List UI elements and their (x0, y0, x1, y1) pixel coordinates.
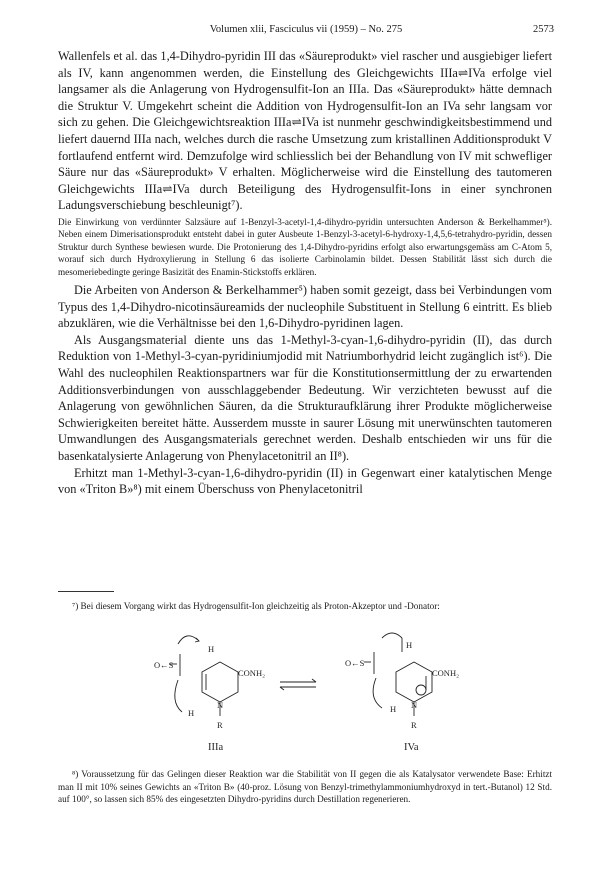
scheme-n-left: N (217, 700, 224, 710)
scheme-r-left: R (217, 720, 223, 730)
paragraph-1: Wallenfels et al. das 1,4-Dihydro-pyridin III das «Säureprodukt» viel rascher und ausgiebiger liefert als IV, kann angenommen werden, die Einstellung des Gleichgewichts IIIa⇌IVa erfolge viel langsamer als die Anlagerung von Hydrogensulfit-Ion an IIIa. Das «Säureprodukt» hätte demnach die Struktur V. Umgekehrt scheint die Addition von Hydrogensulfit-Ion an IVa sehr langsam vor sich zu gehen. Die Gleichgewichtsreaktion IIIa⇌IVa ist nunmehr geschwindigkeitsbestimmend und liefert dauernd IIIa nach, welches durch die rasche Umsetzung zum kristallinen Additionsprodukt V fortlaufend entfernt wird. Demzufolge wird schliesslich bei der Behandlung von IV mit schwefliger Säure nur das «Säureprodukt» V erhalten. Möglicherweise wird die Einstellung des tautomeren Gleichgewichts IIIa⇌IVa durch Beteiligung des Hydrogensulfit-Ions in einer synchronen Ladungsverschiebung beschleunigt⁷). (58, 49, 552, 213)
footnote-rule (58, 591, 114, 592)
scheme-n-right: N (411, 700, 418, 710)
scheme-h2-left: H (188, 708, 195, 718)
label-iva: IVa (404, 742, 419, 753)
paragraph-3: Als Ausgangsmaterial diente uns das 1-Methyl-3-cyan-1,6-dihydro-pyridin (II), das durch Reduktion von 1-Methyl-3-cyan-pyridiniumjodid mit Natriumborhydrid leicht zugänglich ist⁶). Die Wahl des nucleophilen Reaktionspartners war für die Konstitutionsermittlung der zu erwartenden Additionsverbindungen von ausschlaggebender Bedeutung. Wir verzichteten bewusst auf die Anlagerung von gewöhnlichen Säuren, da die Strukturaufklärung ihrer Produkte möglicherweise Schwierigkeiten bereitet hätte. Ausserdem musste in saurer Lösung mit unerwünschten tautomeren Umwandlungen des Ausgangsmaterials gerechnet werden. Deshalb entschieden wir uns für die basenkatalysierte Anlagerung von Phenylacetonitril an II⁸). (58, 332, 552, 463)
small-print-paragraph: Die Einwirkung von verdünnter Salzsäure auf 1-Benzyl-3-acetyl-1,4-dihydro-pyridin untersuchten Anderson & Berkelhammer⁵). Neben einem Dimerisationsprodukt entsteht dabei in guter Ausbeute 1-Benzyl-3-acetyl-6-hydroxy-1,4,5,6-tetrahydro-pyridin, dessen Struktur durch Synthese bewiesen wurde. Die Protonierung des 1,4-Dihydro-pyridins erfolgt also erwartungsgemäss am C-Atom 5, worauf sich durch Hydroxylierung in Stellung 6 das isolierte Carbinolamin bildet. Dessen Stabilität lässt sich durch die mesomeriebedingte geringe Basizität des Enamin-Stickstoffs erklären. (58, 216, 552, 277)
scheme-h-left: H (208, 644, 215, 654)
page-number: 2573 (533, 24, 554, 35)
footnote-8 (58, 768, 552, 806)
running-header (58, 24, 554, 40)
paragraph-2: Die Arbeiten von Anderson & Berkelhammer⁵) haben somit gezeigt, dass bei Verbindungen vom Typus des 1,4-Dihydro-nicotinsäureamids der nucleophile Substituent in Stellung 6 eintritt. Es blieb abzuklären, wie die Verhältnisse bei den 1,6-Dihydro-pyridinen lagen. (58, 282, 552, 331)
scheme-conh2-right: CONH₂ (432, 668, 460, 678)
footnote-7-text: ⁷) Bei diesem Vorgang wirkt das Hydrogensulfit-Ion gleichzeitig als Proton-Akzeptor und -Donator: (72, 601, 440, 611)
scheme-conh2-left: CONH₂ (238, 668, 266, 678)
running-title: Volumen xlii, Fasciculus vii (1959) – No. 275 (209, 24, 403, 35)
footnote-8-text: ⁸) Voraussetzung für das Gelingen dieser Reaktion war die Stabilität von II gegen die als Katalysator verwendete Base: Erhitzt man II mit 10% seines Gewichts an «Triton B» (40-proz. Lösung von Benzyl-trimethylammoniumhydroxyd in tert.-Butanol) 12 Std. auf 100°, so lassen sich 85% des eingesetzten Dihydro-pyridins durch Destillation regenerieren. (58, 769, 552, 805)
reaction-scheme (120, 632, 490, 756)
scheme-r-right: R (411, 720, 417, 730)
main-text (58, 48, 552, 498)
paragraph-4: Erhitzt man 1-Methyl-3-cyan-1,6-dihydro-pyridin (II) in Gegenwart einer katalytischen Menge von «Triton B»⁸) mit einem Überschuss von Phenylacetonitril (58, 465, 552, 497)
scheme-o-s-right: O←S (345, 658, 365, 668)
scheme-h-right: H (406, 640, 413, 650)
scheme-h2-right: H (390, 704, 397, 714)
label-iiia: IIIa (208, 742, 224, 753)
scheme-o-s-left: O←S (154, 660, 174, 670)
footnote-7 (58, 600, 552, 613)
